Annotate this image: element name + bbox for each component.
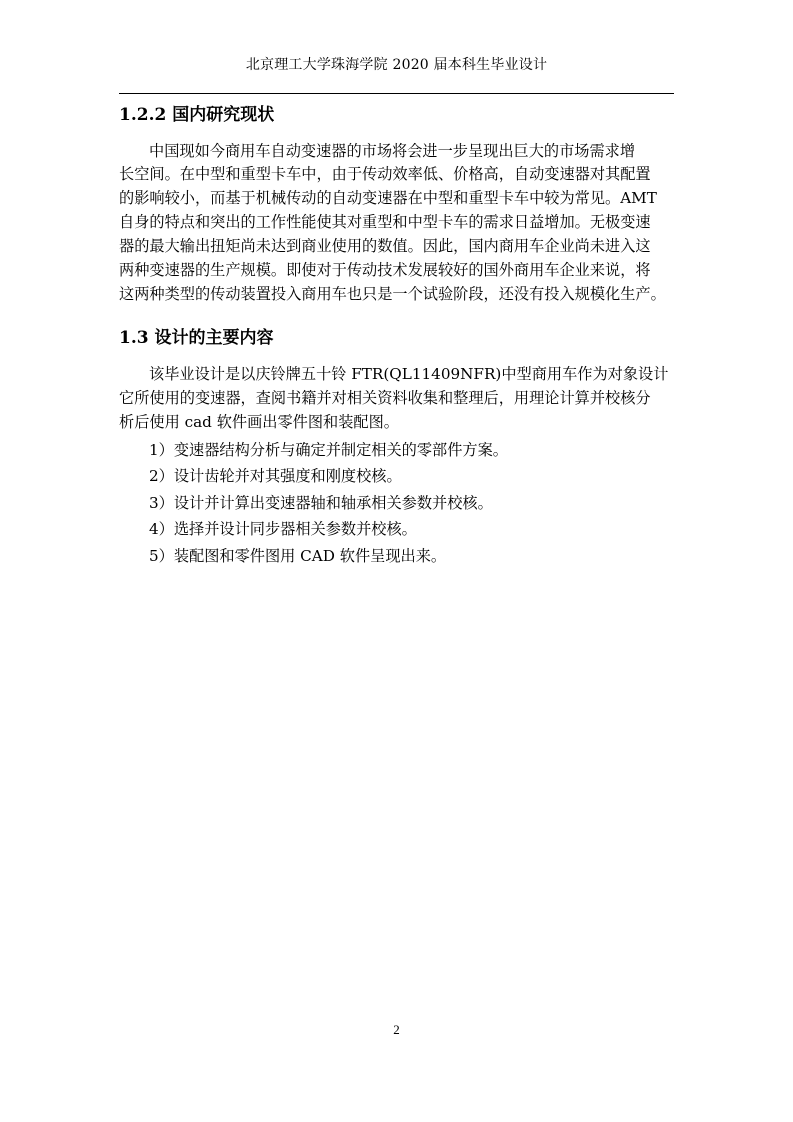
paragraph-line: 自身的特点和突出的工作性能使其对重型和中型卡车的需求日益增加。无极变速 [119,213,651,231]
section-heading-1-2-2: 1.2.2 国内研究现状 [119,105,275,125]
section-heading-1-3: 1.3 设计的主要内容 [119,328,274,348]
page-number: 2 [393,1022,400,1037]
paragraph-line: 长空间。在中型和重型卡车中，由于传动效率低、价格高，自动变速器对其配置 [119,165,651,183]
paragraph-line: 析后使用 cad 软件画出零件图和装配图。 [119,413,399,431]
list-item: 4）选择并设计同步器相关参数并校核。 [149,520,417,538]
list-item: 2）设计齿轮并对其强度和刚度校核。 [149,467,402,485]
paragraph-line: 的影响较小，而基于机械传动的自动变速器在中型和重型卡车中较为常见。AMT [119,189,657,207]
header-divider [119,93,674,94]
list-item: 1）变速器结构分析与确定并制定相关的零部件方案。 [149,441,508,459]
paragraph-line: 两种变速器的生产规模。即使对于传动技术发展较好的国外商用车企业来说，将 [119,261,651,279]
paragraph-line: 它所使用的变速器，查阅书籍并对相关资料收集和整理后，用理论计算并校核分 [119,389,651,407]
list-item: 5）装配图和零件图用 CAD 软件呈现出来。 [149,547,447,565]
page-header: 北京理工大学珠海学院 2020 届本科生毕业设计 [245,57,548,73]
list-item: 3）设计并计算出变速器轴和轴承相关参数并校核。 [149,494,493,512]
paragraph-line: 中国现如今商用车自动变速器的市场将会进一步呈现出巨大的市场需求增 [149,142,635,160]
paragraph-line: 该毕业设计是以庆铃牌五十铃 FTR(QL11409NFR)中型商用车作为对象设计 [149,365,669,383]
paragraph-line: 器的最大输出扭矩尚未达到商业使用的数值。因此，国内商用车企业尚未进入这 [119,237,651,255]
paragraph-line: 这两种类型的传动装置投入商用车也只是一个试验阶段，还没有投入规模化生产。 [119,285,666,303]
